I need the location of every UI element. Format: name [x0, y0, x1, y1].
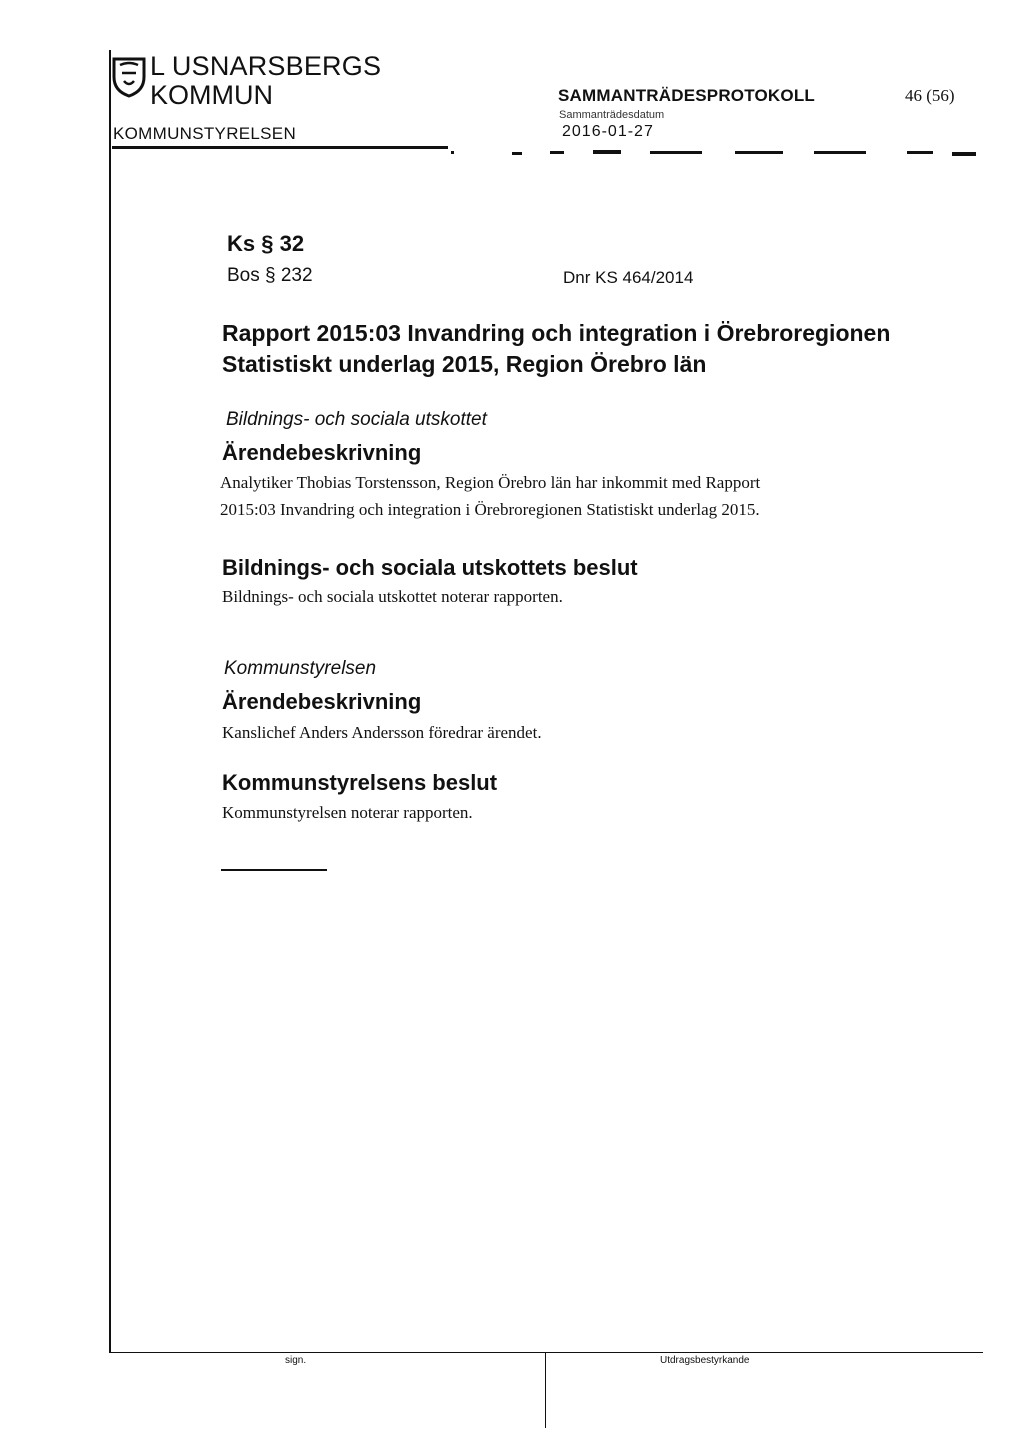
header-rule-dash-4 — [650, 151, 702, 154]
committee-heading: Bildnings- och sociala utskottet — [226, 409, 487, 430]
extract-certification-label: Utdragsbestyrkande — [660, 1355, 750, 1366]
header-rule-dash-2 — [550, 151, 564, 154]
header-rule-dash-3 — [593, 150, 621, 154]
meeting-date: 2016-01-27 — [562, 123, 654, 140]
municipality-name-line2: KOMMUN — [150, 80, 273, 110]
board-description-heading: Ärendebeskrivning — [222, 689, 422, 714]
protocol-title: SAMMANTRÄDESPROTOKOLL — [558, 86, 815, 105]
board-description-text: Kanslichef Anders Andersson föredrar ärendet. — [222, 723, 542, 742]
board-decision-heading: Kommunstyrelsens beslut — [222, 770, 498, 795]
bos-paragraph-number: Bos § 232 — [227, 265, 313, 286]
header-rule-dash-7 — [907, 151, 933, 154]
committee-decision-heading: Bildnings- och sociala utskottets beslut — [222, 555, 638, 580]
board-heading: Kommunstyrelsen — [224, 658, 377, 679]
registration-number: Dnr KS 464/2014 — [563, 268, 694, 287]
header-rule-dash-6 — [814, 151, 866, 154]
page-number: 46 (56) — [905, 86, 955, 105]
header-rule-dash-1 — [512, 152, 522, 155]
left-margin-line — [109, 50, 111, 1353]
header-rule-dash-5 — [735, 151, 783, 154]
board-name: KOMMUNSTYRELSEN — [113, 124, 297, 143]
committee-description-line2: 2015:03 Invandring och integration i Örebroregionen Statistiskt underlag 2015. — [220, 500, 760, 519]
committee-description-line1: Analytiker Thobias Torstensson, Region Örebro län har inkommit med Rapport — [220, 473, 761, 492]
board-decision-text: Kommunstyrelsen noterar rapporten. — [222, 803, 473, 822]
header-rule-dot — [451, 151, 454, 154]
meeting-date-label: Sammanträdesdatum — [559, 109, 665, 121]
section-end-rule — [221, 869, 327, 871]
municipality-name-line1: L USNARSBERGS — [150, 51, 382, 81]
committee-decision-text: Bildnings- och sociala utskottet noterar rapporten. — [222, 587, 563, 606]
ks-paragraph-number: Ks § 32 — [227, 231, 305, 256]
signature-label: sign. — [285, 1355, 307, 1366]
case-title-line1: Rapport 2015:03 Invandring och integration i Örebroregionen — [222, 320, 891, 346]
footer-rule — [109, 1352, 983, 1353]
case-title-line2: Statistiskt underlag 2015, Region Örebro län — [222, 351, 707, 377]
header-rule-dash-8 — [952, 152, 976, 156]
committee-description-heading: Ärendebeskrivning — [222, 440, 422, 465]
header-rule-left — [112, 146, 448, 149]
coat-of-arms-icon — [110, 55, 150, 99]
footer-divider — [545, 1352, 546, 1428]
